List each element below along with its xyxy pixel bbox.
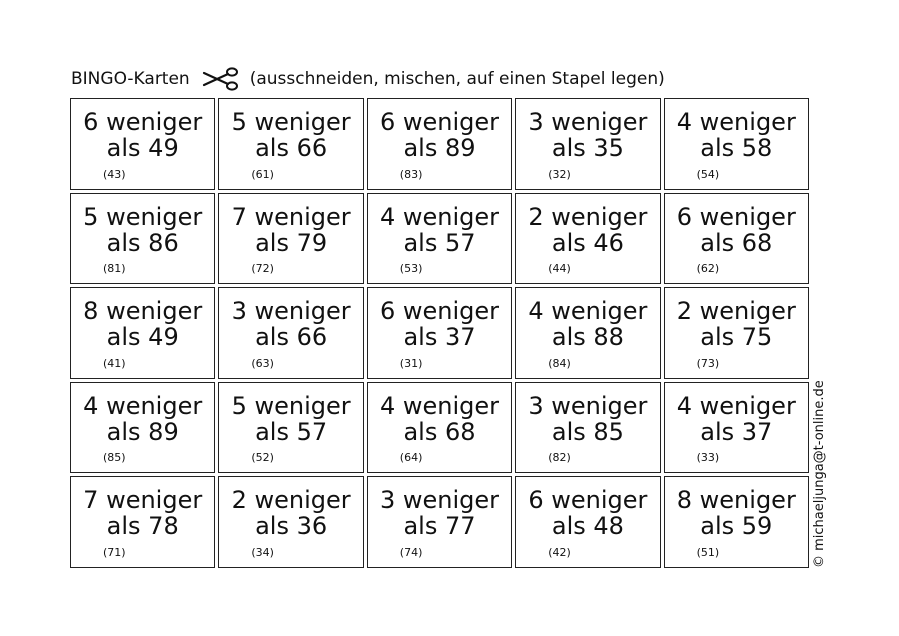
bingo-card-grid <box>70 98 809 568</box>
card-answer: (34) <box>251 545 274 559</box>
card-answer: (44) <box>548 262 571 276</box>
bingo-card <box>367 382 512 474</box>
bingo-card <box>367 287 512 379</box>
bingo-card <box>70 476 215 568</box>
card-number-line: als 89 <box>403 134 476 162</box>
card-number-line: als 36 <box>255 512 328 541</box>
card-number-line: als 58 <box>700 134 773 162</box>
bingo-card <box>218 193 363 285</box>
bingo-card <box>515 98 660 190</box>
card-answer: (72) <box>251 262 274 276</box>
card-answer: (63) <box>251 356 274 370</box>
card-number-line: als 37 <box>700 417 773 446</box>
bingo-card <box>515 382 660 474</box>
bingo-card <box>515 193 660 285</box>
card-answer: (33) <box>696 451 720 465</box>
card-answer: (53) <box>399 262 423 276</box>
card-number-line: als 66 <box>255 323 328 352</box>
card-answer: (82) <box>548 451 571 465</box>
card-task-line: 4 weniger <box>83 391 203 420</box>
card-number-line: als 85 <box>551 417 624 446</box>
card-number-line: als 68 <box>403 417 476 446</box>
card-answer: (43) <box>103 167 126 181</box>
card-task-line: 7 weniger <box>83 486 203 515</box>
card-task-line: 6 weniger <box>379 297 500 326</box>
card-answer: (42) <box>548 545 571 559</box>
bingo-card <box>664 193 809 285</box>
card-task-line: 3 weniger <box>528 108 648 136</box>
bingo-card <box>664 382 809 474</box>
bingo-card <box>218 476 363 568</box>
card-answer: (83) <box>399 167 423 181</box>
bingo-card <box>515 287 660 379</box>
card-task-line: 6 weniger <box>379 108 500 136</box>
card-task-line: 5 weniger <box>83 202 203 231</box>
card-task-line: 3 weniger <box>379 486 500 515</box>
card-number-line: als 37 <box>403 323 476 352</box>
bingo-card <box>367 193 512 285</box>
card-task-line: 4 weniger <box>379 202 500 231</box>
card-number-line: als 66 <box>255 134 328 162</box>
card-number-line: als 35 <box>551 134 624 162</box>
bingo-card <box>70 287 215 379</box>
bingo-card <box>367 476 512 568</box>
card-number-line: als 75 <box>700 323 773 352</box>
card-number-line: als 79 <box>255 228 328 257</box>
card-task-line: 2 weniger <box>676 297 796 326</box>
card-answer: (54) <box>696 167 720 181</box>
card-task-line: 6 weniger <box>528 486 648 515</box>
card-answer: (81) <box>103 262 126 276</box>
page-title: BINGO-Karten <box>71 69 190 89</box>
card-number-line: als 57 <box>403 228 476 257</box>
card-task-line: 4 weniger <box>379 391 500 420</box>
card-answer: (32) <box>548 167 571 181</box>
card-number-line: als 48 <box>551 512 624 541</box>
bingo-card <box>515 476 660 568</box>
card-task-line: 3 weniger <box>231 297 351 326</box>
card-task-line: 8 weniger <box>676 486 796 515</box>
bingo-card <box>70 98 215 190</box>
copyright-notice: © michaeljunga@t-online.de <box>812 380 827 568</box>
card-task-line: 4 weniger <box>676 108 796 136</box>
card-answer: (51) <box>696 545 720 559</box>
instruction-text: (ausschneiden, mischen, auf einen Stapel legen) <box>249 69 665 89</box>
bingo-card <box>70 193 215 285</box>
bingo-card <box>664 287 809 379</box>
bingo-card <box>218 287 363 379</box>
card-answer: (62) <box>696 262 720 276</box>
card-number-line: als 88 <box>551 323 624 352</box>
card-number-line: als 49 <box>106 323 179 352</box>
card-answer: (71) <box>103 545 126 559</box>
card-task-line: 6 weniger <box>83 108 203 136</box>
scissors-icon <box>202 67 240 91</box>
card-answer: (85) <box>103 451 126 465</box>
card-task-line: 8 weniger <box>83 297 203 326</box>
bingo-card <box>70 382 215 474</box>
card-answer: (84) <box>548 356 571 370</box>
card-task-line: 4 weniger <box>528 297 648 326</box>
card-answer: (31) <box>399 356 423 370</box>
page-header <box>71 66 665 92</box>
card-number-line: als 49 <box>106 134 179 162</box>
card-task-line: 7 weniger <box>231 202 351 231</box>
card-number-line: als 57 <box>255 417 328 446</box>
card-number-line: als 59 <box>700 512 773 541</box>
card-task-line: 2 weniger <box>231 486 351 515</box>
card-number-line: als 77 <box>403 512 476 541</box>
card-number-line: als 78 <box>106 512 179 541</box>
card-answer: (41) <box>103 356 126 370</box>
card-answer: (61) <box>251 167 274 181</box>
card-answer: (74) <box>399 545 423 559</box>
card-task-line: 3 weniger <box>528 391 648 420</box>
bingo-card <box>218 98 363 190</box>
bingo-card <box>664 476 809 568</box>
bingo-card <box>367 98 512 190</box>
card-number-line: als 86 <box>106 228 179 257</box>
card-number-line: als 89 <box>106 417 179 446</box>
card-task-line: 5 weniger <box>231 108 351 136</box>
card-task-line: 5 weniger <box>231 391 351 420</box>
card-answer: (64) <box>399 451 423 465</box>
card-task-line: 4 weniger <box>676 391 796 420</box>
card-task-line: 2 weniger <box>528 202 648 231</box>
card-task-line: 6 weniger <box>676 202 796 231</box>
card-answer: (73) <box>696 356 720 370</box>
card-number-line: als 46 <box>551 228 624 257</box>
bingo-card <box>664 98 809 190</box>
bingo-card <box>218 382 363 474</box>
card-answer: (52) <box>251 451 274 465</box>
card-number-line: als 68 <box>700 228 773 257</box>
